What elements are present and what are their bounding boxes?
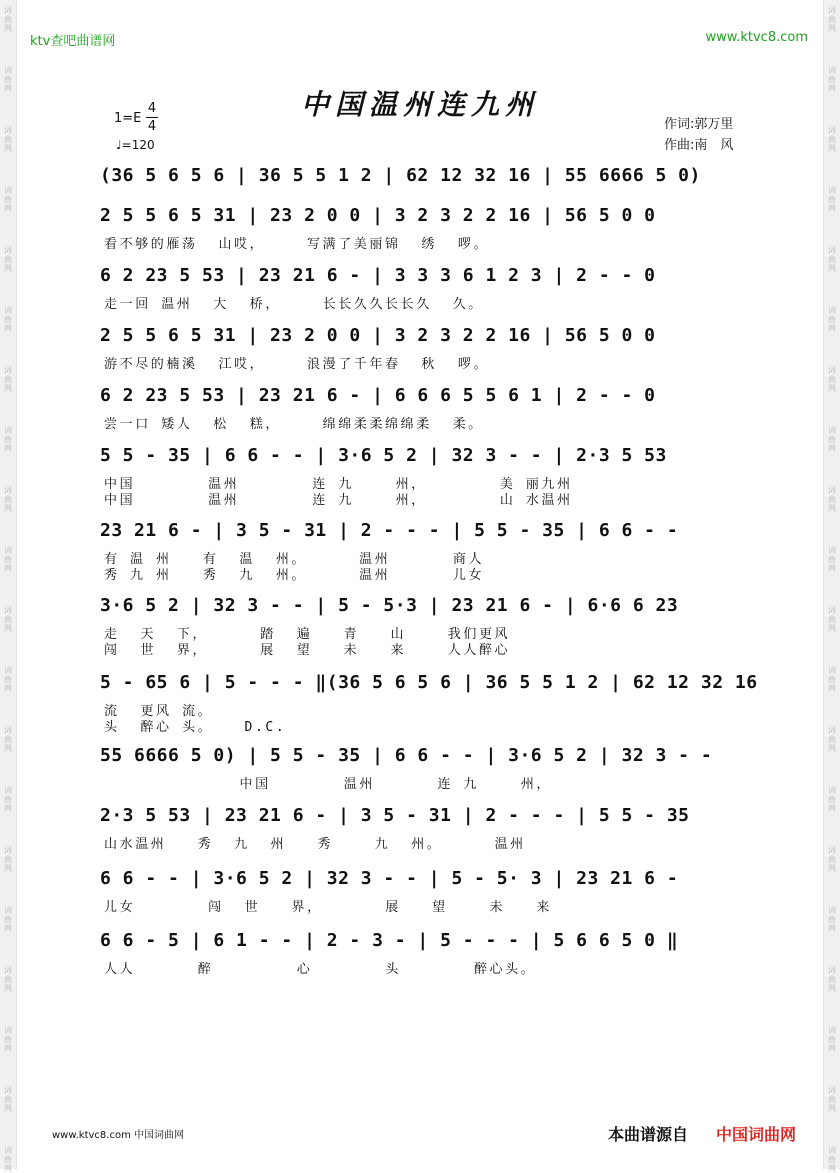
- notation-row: 2·3 5 53 | 23 21 6 - | 3 5 - 31 | 2 - - - | 5 5 - 35: [100, 805, 690, 826]
- watermark-text: 词 曲 网: [4, 6, 12, 33]
- watermark-text: 词 曲 网: [828, 726, 836, 753]
- notation-row: 3·6 5 2 | 32 3 - - | 5 - 5·3 | 23 21 6 - | 6·6 6 23: [100, 595, 679, 616]
- watermark-text: 词 曲 网: [4, 1086, 12, 1113]
- watermark-text: 词 曲 网: [4, 186, 12, 213]
- watermark-text: 词 曲 网: [4, 726, 12, 753]
- notation-row: 6 6 - 5 | 6 1 - - | 2 - 3 - | 5 - - - | 5 6 6 5 0 ‖: [100, 930, 679, 951]
- song-title: 中国温州连九州: [300, 88, 539, 121]
- watermark-text: 词 曲 网: [4, 366, 12, 393]
- lyric-line: 中国 温州 连 九 州，: [104, 777, 553, 792]
- lyric-line: 人人 醉 心 头 醉心头。: [104, 962, 537, 977]
- meter-top: 4: [147, 101, 157, 116]
- lyric-line: 中国 温州 连 九 州， 山 水温州: [104, 493, 573, 508]
- lyric-line: 流 更风 流。: [104, 704, 214, 719]
- meter-bottom: 4: [147, 119, 157, 134]
- watermark-text: 词 曲 网: [828, 666, 836, 693]
- watermark-text: 词 曲 网: [828, 1086, 836, 1113]
- meter-divider: [146, 117, 158, 118]
- watermark-text: 词 曲 网: [4, 606, 12, 633]
- watermark-text: 词 曲 网: [828, 786, 836, 813]
- right-watermark-strip: [823, 0, 840, 1173]
- watermark-text: 词 曲 网: [4, 846, 12, 873]
- lyric-line: 儿女 闯 世 界， 展 望 未 来: [104, 900, 552, 915]
- notation-row: 55 6666 5 0) | 5 5 - 35 | 6 6 - - | 3·6 5 2 | 32 3 - -: [100, 745, 713, 766]
- watermark-text: 词 曲 网: [828, 486, 836, 513]
- watermark-text: 词 曲 网: [828, 426, 836, 453]
- lyric-line: 头 醉心 头。 D.C.: [104, 720, 287, 735]
- notation-row: 5 5 - 35 | 6 6 - - | 3·6 5 2 | 32 3 - - | 2·3 5 53: [100, 445, 667, 466]
- lyric-line: 闯 世 界， 展 望 未 来 人人醉心: [104, 643, 511, 658]
- watermark-text: 词 曲 网: [828, 246, 836, 273]
- lyric-line: 游不尽的楠溪 江哎， 浪漫了千年春 秋 啰。: [104, 357, 490, 372]
- watermark-text: 词 曲 网: [4, 426, 12, 453]
- watermark-text: 词 曲 网: [828, 6, 836, 33]
- watermark-text: 词 曲 网: [828, 906, 836, 933]
- watermark-text: 词 曲 网: [828, 186, 836, 213]
- watermark-text: 词 曲 网: [828, 366, 836, 393]
- notation-row: (36 5 6 5 6 | 36 5 5 1 2 | 62 12 32 16 | 55 6666 5 0): [100, 165, 701, 186]
- notation-row: 6 6 - - | 3·6 5 2 | 32 3 - - | 5 - 5· 3 | 23 21 6 -: [100, 868, 679, 889]
- watermark-text: 词 曲 网: [828, 966, 836, 993]
- header-right-site[interactable]: www.ktvc8.com: [705, 30, 808, 45]
- lyric-line: 走一回 温州 大 桥， 长长久久长长久 久。: [104, 297, 484, 312]
- notation-row: 2 5 5 6 5 31 | 23 2 0 0 | 3 2 3 2 2 16 | 56 5 0 0: [100, 205, 656, 226]
- watermark-text: 词 曲 网: [828, 306, 836, 333]
- lyricist-credit: 作词:郭万里: [664, 117, 734, 132]
- watermark-text: 词 曲 网: [4, 66, 12, 93]
- watermark-text: 词 曲 网: [4, 1026, 12, 1053]
- footer-brand[interactable]: 中国词曲网: [716, 1125, 797, 1144]
- notation-row: 6 2 23 5 53 | 23 21 6 - | 6 6 6 5 5 6 1 | 2 - - 0: [100, 385, 656, 406]
- watermark-text: 词 曲 网: [828, 546, 836, 573]
- watermark-text: 词 曲 网: [4, 1146, 12, 1173]
- lyric-line: 山水温州 秀 九 州 秀 九 州。 温州: [104, 837, 526, 852]
- watermark-text: 词 曲 网: [828, 1026, 836, 1053]
- watermark-text: 词 曲 网: [4, 246, 12, 273]
- watermark-text: 词 曲 网: [828, 1146, 836, 1173]
- time-signature: [146, 101, 158, 134]
- lyric-line: 看不够的雁荡 山哎， 写满了美丽锦 绣 啰。: [104, 237, 490, 252]
- lyric-line: 尝一口 矮人 松 糕， 绵绵柔柔绵绵柔 柔。: [104, 417, 484, 432]
- lyric-line: 走 天 下， 踏 遍 青 山 我们更风: [104, 627, 511, 642]
- watermark-text: 词 曲 网: [828, 66, 836, 93]
- notation-row: 5 - 65 6 | 5 - - - ‖(36 5 6 5 6 | 36 5 5 1 2 | 62 12 32 16: [100, 672, 758, 693]
- footer-source-label: 本曲谱源自: [608, 1125, 689, 1144]
- watermark-text: 词 曲 网: [828, 126, 836, 153]
- key-signature: 1=E: [114, 111, 142, 126]
- left-watermark-strip: [0, 0, 17, 1173]
- watermark-text: 词 曲 网: [4, 546, 12, 573]
- watermark-text: 词 曲 网: [4, 306, 12, 333]
- watermark-text: 词 曲 网: [4, 126, 12, 153]
- watermark-text: 词 曲 网: [4, 786, 12, 813]
- watermark-text: 词 曲 网: [4, 666, 12, 693]
- watermark-text: 词 曲 网: [4, 906, 12, 933]
- watermark-text: 词 曲 网: [828, 846, 836, 873]
- watermark-text: 词 曲 网: [828, 606, 836, 633]
- notation-row: 2 5 5 6 5 31 | 23 2 0 0 | 3 2 3 2 2 16 | 56 5 0 0: [100, 325, 656, 346]
- footer-site-text[interactable]: www.ktvc8.com 中国词曲网: [52, 1130, 185, 1141]
- lyric-line: 中国 温州 连 九 州， 美 丽九州: [104, 477, 573, 492]
- composer-credit: 作曲:南 风: [664, 138, 734, 153]
- watermark-text: 词 曲 网: [4, 966, 12, 993]
- notation-row: 23 21 6 - | 3 5 - 31 | 2 - - - | 5 5 - 35 | 6 6 - -: [100, 520, 679, 541]
- header-left-site[interactable]: ktv查吧曲谱网: [30, 34, 116, 49]
- tempo-mark: ♩=120: [116, 138, 155, 152]
- lyric-line: 有 温 州 有 温 州。 温州 商人: [104, 552, 485, 567]
- watermark-text: 词 曲 网: [4, 486, 12, 513]
- lyric-line: 秀 九 州 秀 九 州。 温州 儿女: [104, 568, 485, 583]
- notation-row: 6 2 23 5 53 | 23 21 6 - | 3 3 3 6 1 2 3 | 2 - - 0: [100, 265, 656, 286]
